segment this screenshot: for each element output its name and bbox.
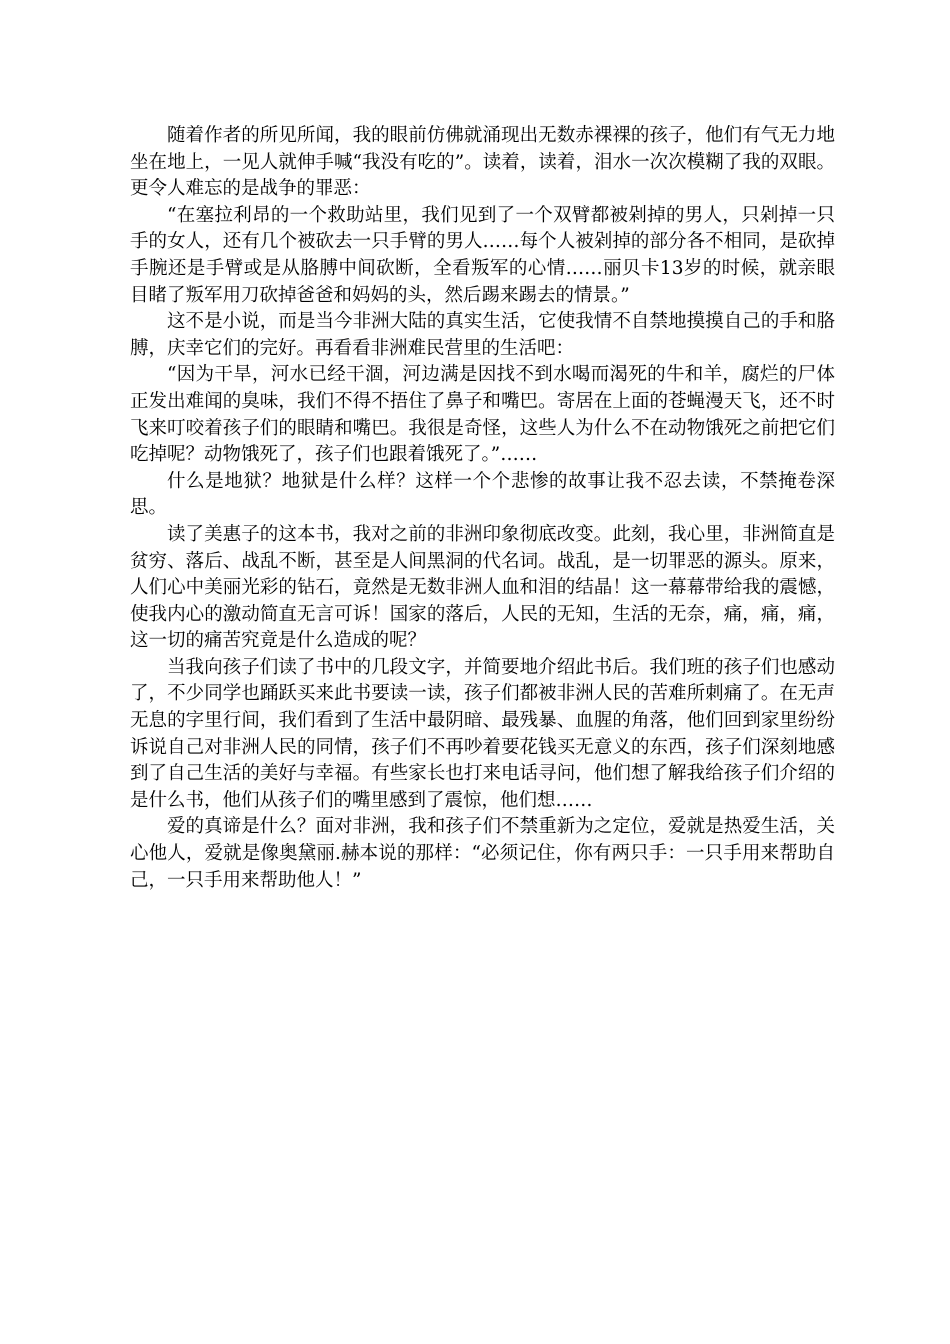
paragraph-7: 当我向孩子们读了书中的几段文字，并简要地介绍此书后。我们班的孩子们也感动了，不少同学也踊跃买来此书要读一读，孩子们都被非洲人民的苦难所刺痛了。在无声无息的字里行间，我们看到了生活中最阴暗、最残暴、血腥的角落，他们回到家里纷纷诉说自己对非洲人民的同情，孩子们不再吵着要花钱买无意义的东西，孩子们深刻地感到了自己生活的美好与幸福。有些家长也打来电话寻问，他们想了解我给孩子们介绍的是什么书，他们从孩子们的嘴里感到了震惊，他们想…… (130, 656, 835, 811)
paragraph-8: 爱的真谛是什么？面对非洲，我和孩子们不禁重新为之定位，爱就是热爱生活，关心他人，爱就是像奥黛丽.赫本说的那样：“必须记住，你有两只手：一只手用来帮助自己，一只手用来帮助他人！” (130, 816, 835, 891)
paragraph-1: 随着作者的所见所闻，我的眼前仿佛就涌现出无数赤裸裸的孩子，他们有气无力地坐在地上，一见人就伸手喊“我没有吃的”。读着，读着，泪水一次次模糊了我的双眼。更令人难忘的是战争的罪恶： (130, 125, 835, 200)
paragraph-4-quote: “因为干旱，河水已经干涸，河边满是因找不到水喝而渴死的牛和羊，腐烂的尸体正发出难闻的臭味，我们不得不捂住了鼻子和嘴巴。寄居在上面的苍蝇漫天飞，还不时飞来叮咬着孩子们的眼睛和嘴巴。我很是奇怪，这些人为什么不在动物饿死之前把它们吃掉呢？动物饿死了，孩子们也跟着饿死了。”…… (130, 364, 835, 466)
document-body (130, 123, 835, 894)
paragraph-3: 这不是小说，而是当今非洲大陆的真实生活，它使我情不自禁地摸摸自己的手和胳膊，庆幸它们的完好。再看看非洲难民营里的生活吧： (130, 311, 835, 359)
paragraph-5: 什么是地狱？地狱是什么样？这样一个个悲惨的故事让我不忍去读，不禁掩卷深思。 (130, 470, 835, 519)
paragraph-2-quote: “在塞拉利昂的一个救助站里，我们见到了一个双臂都被剁掉的男人，只剁掉一只手的女人，还有几个被砍去一只手臂的男人……每个人被剁掉的部分各不相同，是砍掉手腕还是手臂或是从胳膊中间砍断，全看叛军的心情……丽贝卡13岁的时候，就亲眼目睹了叛军用刀砍掉爸爸和妈妈的头，然后踢来踢去的情景。” (130, 204, 835, 306)
paragraph-6: 读了美惠子的这本书，我对之前的非洲印象彻底改变。此刻，我心里，非洲简直是贫穷、落后、战乱不断，甚至是人间黑洞的代名词。战乱，是一切罪恶的源头。原来，人们心中美丽光彩的钻石，竟然是无数非洲人血和泪的结晶！这一幕幕带给我的震憾，使我内心的激动简直无言可诉！国家的落后，人民的无知，生活的无奈，痛，痛，痛，这一切的痛苦究竟是什么造成的呢？ (130, 523, 835, 652)
